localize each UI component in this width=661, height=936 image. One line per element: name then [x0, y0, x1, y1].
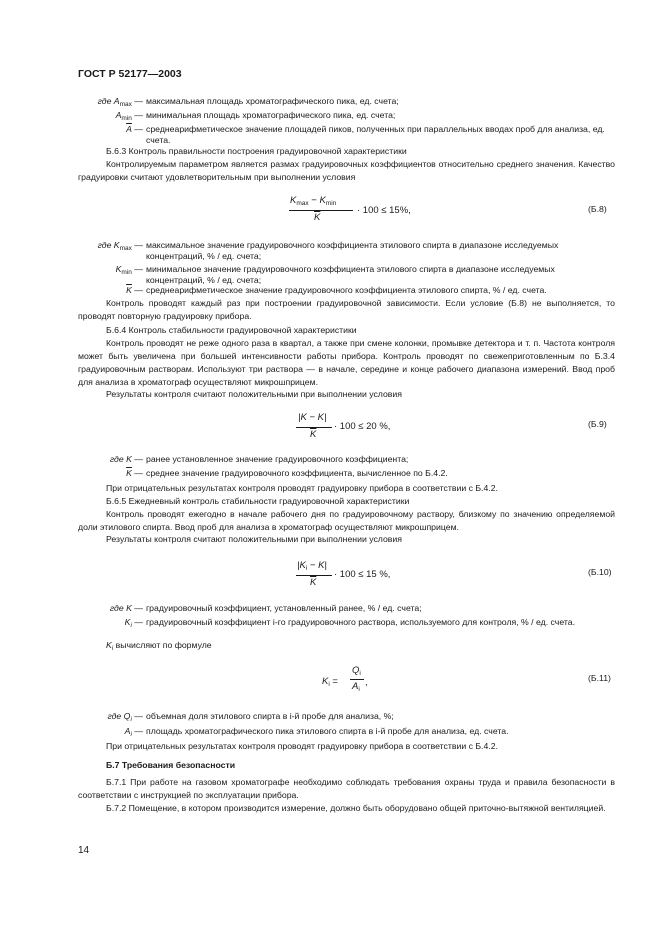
eq-b11-rest: , [365, 677, 368, 688]
def-symbol-amax: где $A_{max}$ — [97, 96, 143, 108]
def-symbol-ai: $A_i$ — [124, 726, 143, 738]
paragraph-b64-result: Результаты контроля считают положительными при выполнении условия [106, 389, 402, 399]
def-text-k-prev: ранее установленное значение градуировочного коэффициента; [146, 454, 409, 464]
section-title-b64: Б.6.4 Контроль стабильности градуировочной характеристики [106, 325, 357, 335]
def-symbol-k-prev: где K — [109, 454, 143, 464]
def-text-qi: объемная доля этилового спирта в i-й пробе для анализа, %; [146, 711, 394, 721]
eq-b11-numerator: $Q_i$ [352, 665, 361, 677]
def-symbol-amean: $\overline{A}$ — [126, 124, 143, 134]
eq-b9-fraction-bar [296, 427, 332, 428]
paragraph-b63-control: Контроль проводят каждый раз при построении градуировочной зависимости. Если условие (Б.8) не выполняется, то проводят повторную градуировку прибора. [78, 298, 615, 321]
def-text-amean: среднеарифметическое значение площадей пиков, полученных при параллельных вводах проб для анализа, ед. счета. [146, 124, 605, 145]
eq-b9-denominator: $\overline{K}$ [310, 429, 317, 440]
eq-b8-label: (Б.8) [588, 204, 607, 214]
def-symbol-ki: $K_i$ — [124, 617, 143, 629]
def-text-k-mean: среднее значение градуировочного коэффициента, вычисленное по Б.4.2. [146, 468, 448, 478]
def-text-k-set: градуировочный коэффициент, установленный ранее, % / ед. счета; [146, 603, 422, 613]
def-text-amin: минимальная площадь хроматографического пика, ед. счета; [146, 110, 396, 120]
eq-b10-numerator: $|K_i - K|$ [297, 560, 327, 572]
def-text-amax: максимальная площадь хроматографического пика, ед. счета; [146, 96, 399, 106]
def-text-ai: площадь хроматографического пика этилового спирта в i-й пробе для анализа, ед. счета. [146, 726, 509, 736]
def-symbol-kmax: где $K_{max}$ — [97, 240, 143, 252]
paragraph-b72: Б.7.2 Помещение, в котором производится измерение, должно быть оборудовано общей приточно-вытяжной вентиляцией. [106, 803, 606, 813]
eq-b8-denominator: $\overline{K}$ [314, 212, 321, 223]
paragraph-b63: Контролируемым параметром является размах градуировочных коэффициентов относительно среднего значения. Качество градуировки считают удовлетворительным при выполнении условия [78, 159, 615, 182]
page-number: 14 [78, 845, 90, 856]
document-header: ГОСТ Р 52177—2003 [78, 68, 182, 80]
eq-b11-fraction-bar [350, 679, 364, 680]
def-symbol-kmin: $K_{min}$ — [115, 264, 143, 276]
eq-b10-denominator: $\overline{K}$ [310, 577, 317, 588]
eq-b10-fraction-bar [296, 575, 332, 576]
eq-b8-numerator: $K_{max} - K_{min}$ [290, 195, 337, 207]
def-symbol-k-mean: $\overline{K}$ — [126, 468, 143, 478]
def-symbol-qi: где $Q_i$ — [107, 711, 143, 723]
paragraph-b64: Контроль проводят не реже одного раза в квартал, а также при смене колонки, промывке детектора и т. п. Частота контроля может быть увеличена при большей интенсивности работы прибора. Контроль проводят по свежеприготовленным по Б.3.4 градуировочным растворам. Используют три раствора — в начале, середине и конце рабочего диапазона измерений. Ввод проб для анализа в хроматограф осуществляют микрошприцем. [78, 338, 615, 387]
paragraph-b65-result: Результаты контроля считают положительными при выполнении условия [106, 534, 402, 544]
def-symbol-k-set: где K — [109, 603, 143, 613]
paragraph-b71: Б.7.1 При работе на газовом хроматографе необходимо соблюдать требования охраны труда и правила безопасности в соответствии с инструкцией по эксплуатации прибора. [78, 777, 615, 800]
section-title-b63: Б.6.3 Контроль правильности построения градуировочной характеристики [106, 146, 407, 156]
def-text-kmax: максимальное значение градуировочного коэффициента этилового спирта в диапазоне исследуемых концентраций, % / ед. счета; [146, 240, 559, 261]
eq-b8-rest: · 100 ≤ 15%, [357, 205, 411, 216]
def-symbol-kmean: $\overline{K}$ — [126, 285, 143, 295]
def-text-ki: градуировочный коэффициент i-го градуировочного раствора, используемого для контроля, % / ед. счета. [146, 617, 575, 627]
eq-b11-denominator: $A_i$ [352, 681, 360, 693]
paragraph-b65-negative: При отрицательных результатах контроля проводят градуировку прибора в соответствии с Б.4.2. [106, 741, 498, 751]
eq-b10-rest: · 100 ≤ 15 %, [334, 569, 391, 580]
eq-b9-rest: · 100 ≤ 20 %, [334, 421, 391, 432]
paragraph-b65: Контроль проводят ежегодно в начале рабочего дня по градуировочному раствору, близкому по значению определяемой доли этилового спирта. Ввод проб для анализа в хроматограф осуществляют микрошприцем. [78, 509, 615, 532]
def-text-kmean: среднеарифметическое значение градуировочного коэффициента этилового спирта, % / ед. счета. [146, 285, 547, 295]
paragraph-b64-negative: При отрицательных результатах контроля проводят градуировку прибора в соответствии с Б.4.2. [106, 483, 498, 493]
def-symbol-amin: $A_{min}$ — [115, 110, 143, 122]
eq-b11-label: (Б.11) [588, 673, 611, 683]
eq-b9-numerator: |K − K| [298, 412, 327, 423]
section-title-b7: Б.7 Требования безопасности [106, 760, 236, 770]
eq-b11-lhs: $K_i$ = [322, 676, 338, 688]
def-text-kmin: минимальное значение градуировочного коэффициента этилового спирта в диапазоне исследуемых концентраций, % / ед. счета; [146, 264, 555, 285]
eq-b10-label: (Б.10) [588, 567, 612, 577]
eq-b8-fraction-bar [289, 210, 353, 211]
eq-b9-label: (Б.9) [588, 419, 607, 429]
ki-formula-intro: $K_i$ вычисляют по формуле [106, 640, 212, 652]
section-title-b65: Б.6.5 Ежедневный контроль стабильности градуировочной характеристики [106, 496, 410, 506]
